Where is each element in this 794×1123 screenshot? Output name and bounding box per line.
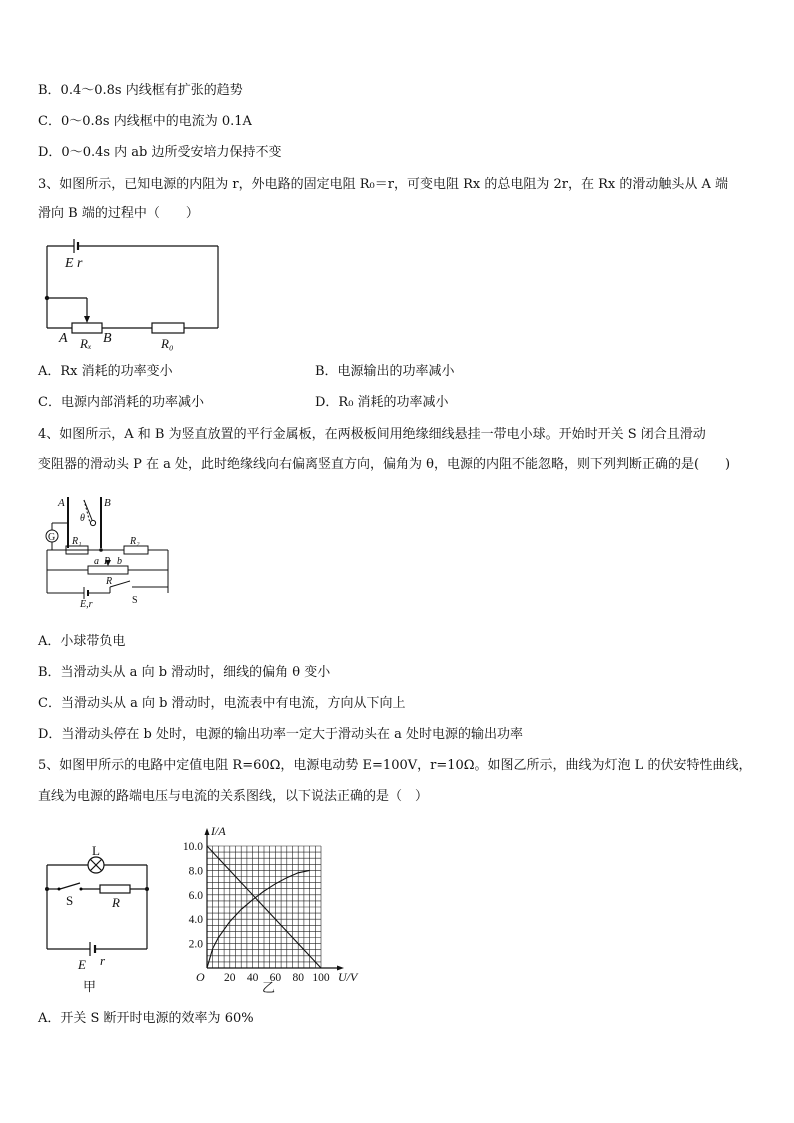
chart-y-axis-label: I/A <box>211 824 226 838</box>
chart-origin-label: O <box>196 970 205 984</box>
chart-x-axis-label: U/V <box>338 970 358 984</box>
q4-fig-r1: R₁ <box>72 536 82 547</box>
y-tick-label: 2.0 <box>188 938 203 951</box>
q4-circuit-diagram <box>40 493 175 608</box>
q5-iv-chart <box>180 822 370 997</box>
q3-option-c: C．电源内部消耗的功率减小 <box>38 395 204 410</box>
q3-stem-line1: 3、如图所示，已知电源的内阻为 r，外电路的固定电阻 R₀＝r，可变电阻 Rx 的总电阻为 2r，在 Rx 的滑动触头从 A 端 <box>38 177 729 192</box>
prev-option-d: D．0～0.4s 内 ab 边所受安培力保持不变 <box>38 145 282 160</box>
q4-stem-line2: 变阻器的滑动头 P 在 a 处，此时绝缘线向右偏离竖直方向，偏角为 θ，电源的内阻不能忽略，则下列判断正确的是( ) <box>38 457 731 472</box>
y-tick-label: 4.0 <box>188 914 203 927</box>
q5-stem-line2: 直线为电源的路端电压与电流的关系图线，以下说法正确的是（ ） <box>38 789 429 804</box>
q3-fig-rheostat-label: Rₓ <box>80 336 92 351</box>
q4-stem-line1: 4、如图所示，A 和 B 为竖直放置的平行金属板，在两极板间用绝缘细线悬挂一带电小球。开始时开关 S 闭合且滑动 <box>38 427 706 442</box>
q4-fig-r: R <box>106 576 113 587</box>
q5-option-a: A．开关 S 断开时电源的效率为 60% <box>38 1011 254 1026</box>
q4-fig-b: b <box>117 556 122 567</box>
q4-fig-plate-b: B <box>104 497 111 509</box>
q3-fig-end-a: A <box>59 331 68 346</box>
q3-fig-source-label: E r <box>65 256 83 271</box>
q3-fig-end-b: B <box>103 331 112 346</box>
q5-circuit-diagram <box>40 845 155 995</box>
q4-option-a: A．小球带负电 <box>38 634 126 649</box>
q4-option-c: C．当滑动头从 a 向 b 滑动时，电流表中有电流，方向从下向上 <box>38 696 406 711</box>
y-tick-label: 8.0 <box>188 865 203 878</box>
q4-fig-galvanometer: G <box>48 532 56 543</box>
q4-option-d: D．当滑动头停在 b 处时，电源的输出功率一定大于滑动头在 a 处时电源的输出功率 <box>38 727 524 742</box>
y-tick-label: 6.0 <box>188 889 203 902</box>
x-tick-label: 60 <box>269 972 282 984</box>
q3-option-d: D．R₀ 消耗的功率减小 <box>315 395 449 410</box>
q5-fig-caption-jia: 甲 <box>83 979 97 994</box>
q4-fig-plate-a: A <box>58 497 65 509</box>
q4-fig-a: a <box>94 556 99 567</box>
x-tick-label: 100 <box>312 972 330 984</box>
prev-option-c: C．0～0.8s 内线框中的电流为 0.1A <box>38 114 252 129</box>
q5-fig-lamp: L <box>92 843 100 858</box>
q5-stem-line1: 5、如图甲所示的电路中定值电阻 R=60Ω，电源电动势 E=100V，r=10Ω。如图乙所示，曲线为灯泡 L 的伏安特性曲线， <box>38 758 752 773</box>
q3-option-a: A．Rx 消耗的功率变小 <box>38 364 173 379</box>
q4-fig-switch: S <box>132 595 138 606</box>
q5-fig-source-r: r <box>100 953 106 968</box>
q4-fig-r2: R₂ <box>130 536 140 547</box>
q3-fig-fixed-resistor-label: R₀ <box>161 336 174 351</box>
q3-stem-line2: 滑向 B 端的过程中（ ） <box>38 206 199 221</box>
y-tick-label: 10.0 <box>182 841 203 853</box>
q4-option-b: B．当滑动头从 a 向 b 滑动时，细线的偏角 θ 变小 <box>38 665 331 680</box>
chart-caption-yi: 乙 <box>262 980 276 995</box>
q5-fig-source-e: E <box>78 957 86 972</box>
q5-fig-resistor: R <box>112 895 120 910</box>
q4-fig-angle: θ <box>80 513 85 524</box>
q5-fig-switch: S <box>66 893 74 908</box>
x-tick-label: 20 <box>224 972 236 984</box>
q4-fig-p: P <box>104 556 111 567</box>
x-tick-label: 80 <box>292 972 304 984</box>
q4-fig-source: E,r <box>80 599 93 610</box>
q3-option-b: B．电源输出的功率减小 <box>315 364 455 379</box>
prev-option-b: B．0.4～0.8s 内线框有扩张的趋势 <box>38 83 243 98</box>
q3-circuit-diagram <box>40 234 230 354</box>
x-tick-label: 40 <box>246 972 259 984</box>
